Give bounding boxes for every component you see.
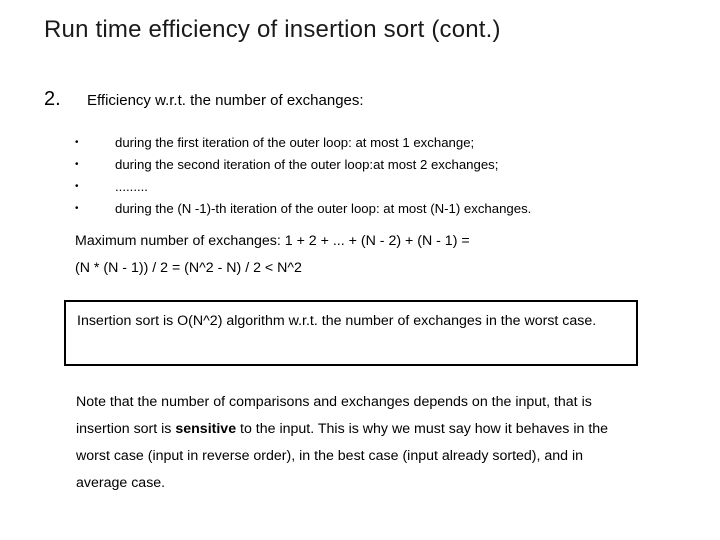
note-text: Note that the number of comparisons and exchanges depends on the input, that is insertion sort is [76,394,592,437]
max-exchanges-formula [75,228,470,282]
slide-title: Run time efficiency of insertion sort (cont.) [44,16,501,43]
bullet-dot-icon: • [75,137,79,148]
bullet-text: during the second iteration of the outer loop:at most 2 exchanges; [115,157,499,172]
bullet-dot-icon: • [75,203,79,214]
bullet-item [75,176,531,198]
bullet-text: ......... [115,179,148,194]
bullet-item [75,198,531,220]
conclusion-text: Insertion sort is O(N^2) algorithm w.r.t. the number of exchanges in the worst case. [77,313,597,329]
item-heading: Efficiency w.r.t. the number of exchanges: [87,92,364,109]
bullet-item [75,154,531,176]
bullet-dot-icon: • [75,181,79,192]
conclusion-box [64,300,638,366]
note-text: to the input. This is why we must say how it behaves in the worst case (input in reverse order), in the best case (input already sorted), and in average case. [76,421,609,491]
bullet-dot-icon: • [75,159,79,170]
formula-line: (N * (N - 1)) / 2 = (N^2 - N) / 2 < N^2 [75,260,302,276]
bullet-text: during the (N -1)-th iteration of the outer loop: at most (N-1) exchanges. [115,201,532,216]
bullet-item [75,132,531,154]
formula-line: Maximum number of exchanges: 1 + 2 + ... + (N - 2) + (N - 1) = [75,233,470,249]
item-number: 2. [44,88,61,110]
note-emphasis: sensitive [175,421,237,437]
bullet-text: during the first iteration of the outer loop: at most 1 exchange; [115,135,475,150]
note-paragraph [76,389,636,497]
exchange-bullet-list [75,132,531,220]
